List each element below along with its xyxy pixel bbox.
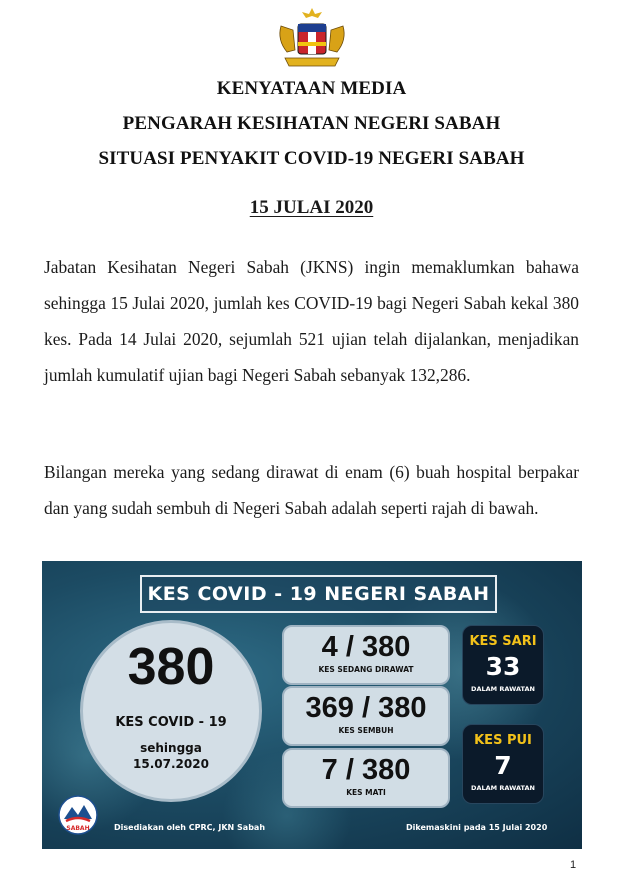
side-value: 7	[494, 751, 512, 780]
since-date: 15.07.2020	[133, 757, 209, 771]
side-value: 33	[485, 652, 521, 681]
stat-box-deaths	[282, 748, 450, 808]
total-cases-label: KES COVID - 19	[115, 715, 227, 730]
stat-box-recovered	[282, 686, 450, 746]
side-title: KES SARI	[469, 634, 537, 649]
covid-infographic	[42, 561, 582, 849]
total-cases-value: 380	[127, 638, 215, 696]
page-number: 1	[570, 859, 577, 871]
stat-caption: KES SEMBUH	[338, 726, 394, 735]
logo-text: SABAH	[66, 825, 90, 832]
sabah-health-logo-icon	[56, 795, 100, 835]
stat-value: 4 / 380	[321, 631, 411, 663]
footer-prepared-by: Disediakan oleh CPRC, JKN Sabah	[114, 823, 266, 832]
stat-value: 369 / 380	[305, 692, 427, 724]
side-box-sari	[462, 625, 544, 705]
stat-caption: KES SEDANG DIRAWAT	[318, 665, 414, 674]
side-title: KES PUI	[474, 733, 532, 748]
side-caption: DALAM RAWATAN	[471, 784, 535, 792]
stat-box-treated	[282, 625, 450, 685]
stat-value: 7 / 380	[321, 754, 411, 786]
paragraph-hospital-info: Bilangan mereka yang sedang dirawat di enam (6) buah hospital berpakar dan yang sudah sembuh di Negeri Sabah adalah seperti rajah di bawah.	[44, 462, 579, 518]
footer-updated: Dikemaskini pada 15 Julai 2020	[406, 823, 548, 832]
title-situation: SITUASI PENYAKIT COVID-19 NEGERI SABAH	[98, 148, 525, 169]
side-caption: DALAM RAWATAN	[471, 685, 535, 693]
paragraph-case-summary: Jabatan Kesihatan Negeri Sabah (JKNS) ingin memaklumkan bahawa sehingga 15 Julai 2020, jumlah kes COVID-19 bagi Negeri Sabah kekal 380 kes. Pada 14 Julai 2020, sejumlah 521 ujian telah dijalankan, menjadikan jumlah kumulatif ujian bagi Negeri Sabah sebanyak 132,286.	[44, 257, 579, 385]
since-label: sehingga	[140, 741, 202, 755]
coat-of-arms-crest	[273, 6, 351, 70]
statement-date	[0, 197, 623, 219]
total-cases-circle	[80, 620, 262, 802]
title-media-statement: KENYATAAN MEDIA	[216, 78, 407, 99]
title-director: PENGARAH KESIHATAN NEGERI SABAH	[122, 113, 501, 134]
side-box-pui	[462, 724, 544, 804]
stat-caption: KES MATI	[346, 788, 386, 797]
infographic-banner: KES COVID - 19 NEGERI SABAH	[140, 575, 497, 613]
statement-date-text: 15 JULAI 2020	[249, 197, 374, 218]
